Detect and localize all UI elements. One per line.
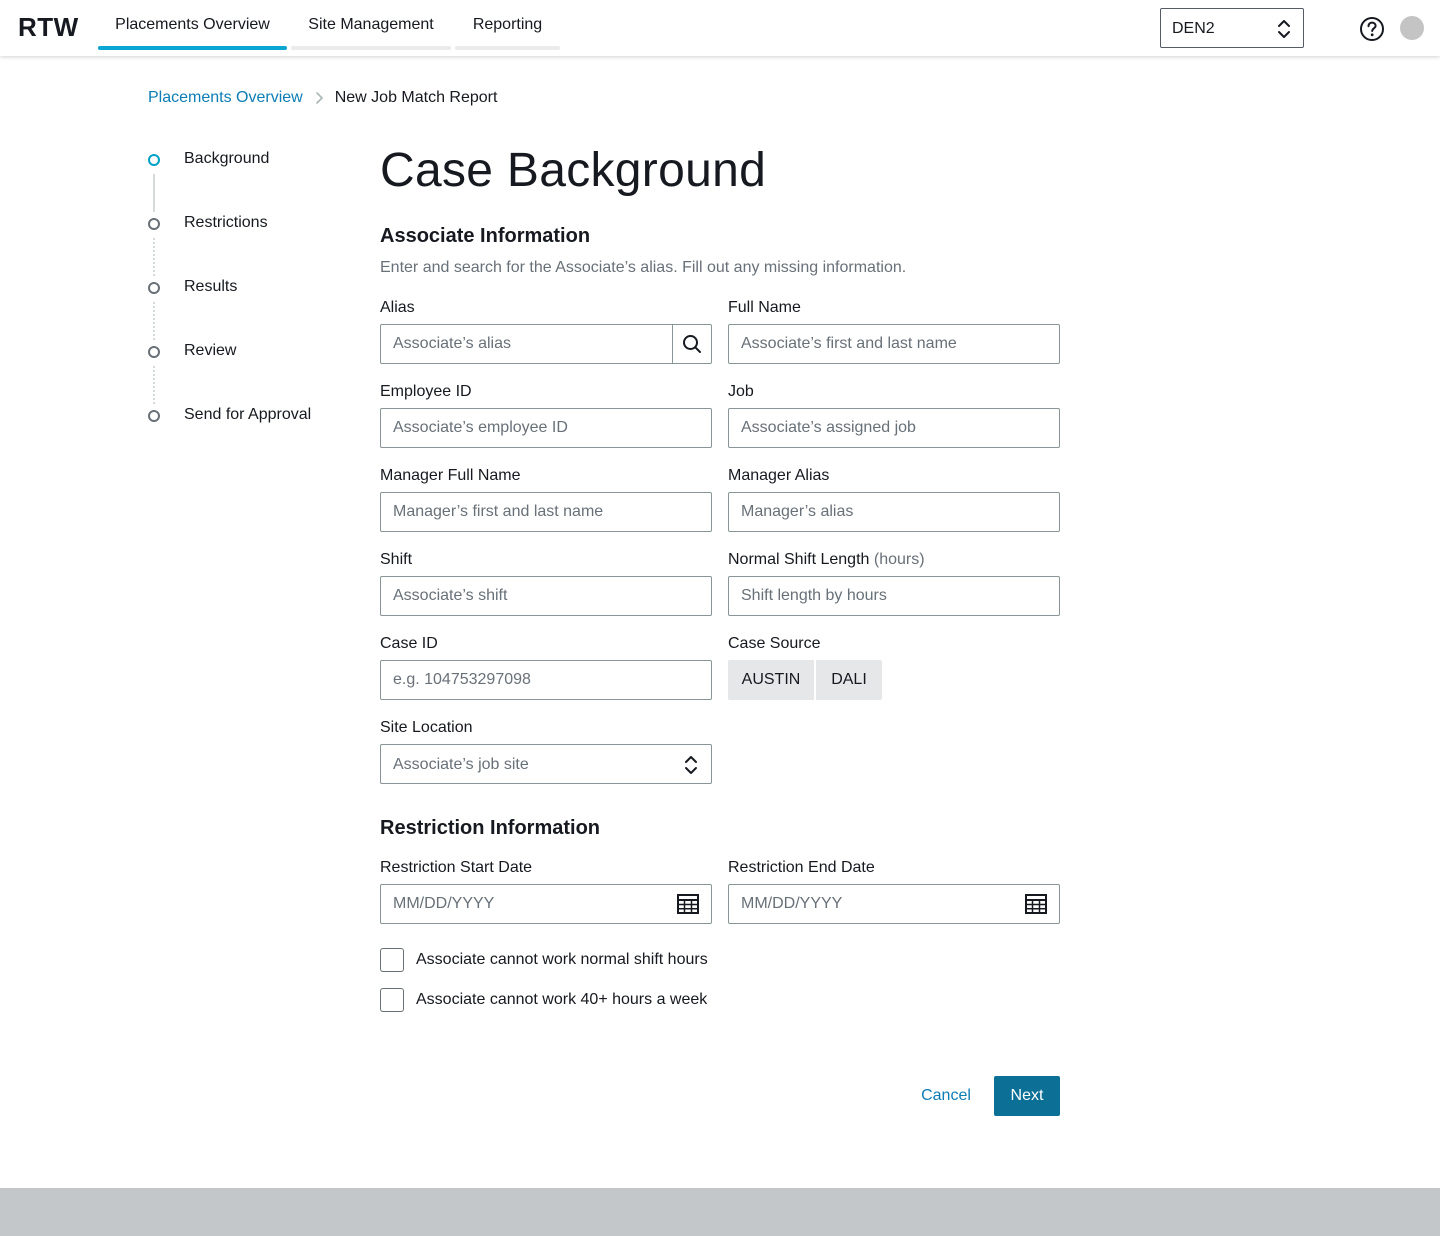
tab-active-indicator — [98, 46, 287, 50]
step-indicator — [148, 346, 160, 358]
site-location-placeholder: Associate’s job site — [393, 756, 529, 773]
step-indicator — [148, 154, 160, 166]
restriction-section-title: Restriction Information — [380, 817, 601, 839]
manager-full-name-input[interactable] — [380, 492, 712, 532]
restriction-end-date-input[interactable] — [728, 884, 1060, 924]
chevron-up-down-icon — [684, 754, 698, 776]
job-input[interactable] — [728, 408, 1060, 448]
employee-id-input[interactable] — [380, 408, 712, 448]
case-source-dali-button[interactable]: DALI — [816, 660, 882, 700]
site-location-label: Site Location — [380, 719, 473, 736]
forty-hours-checkbox[interactable] — [380, 988, 404, 1012]
stepper-connector — [153, 238, 155, 276]
case-id-input[interactable] — [380, 660, 712, 700]
breadcrumb — [148, 89, 497, 107]
tab-placements-overview[interactable] — [98, 0, 287, 50]
stepper-connector — [153, 302, 155, 340]
site-location-select[interactable] — [380, 744, 712, 784]
tab-label: Site Management — [308, 16, 434, 33]
restriction-start-date-input[interactable] — [380, 884, 712, 924]
full-name-input[interactable] — [728, 324, 1060, 364]
alias-search-button[interactable] — [672, 324, 712, 364]
step-label: Results — [184, 278, 238, 295]
restriction-end-date-label: Restriction End Date — [728, 859, 875, 876]
alias-input[interactable] — [380, 324, 673, 364]
tab-indicator — [455, 46, 560, 50]
step-indicator — [148, 282, 160, 294]
calendar-icon[interactable] — [1025, 894, 1047, 914]
shift-label: Shift — [380, 551, 413, 568]
shift-length-hint: (hours) — [873, 551, 925, 568]
checkbox-row-40-hours — [380, 988, 707, 1012]
manager-alias-input[interactable] — [728, 492, 1060, 532]
step-indicator — [148, 410, 160, 422]
top-navigation-bar — [0, 0, 1440, 56]
associate-section-description: Enter and search for the Associate’s alias. Fill out any missing information. — [380, 259, 907, 276]
full-name-label: Full Name — [728, 299, 801, 316]
step-label: Restrictions — [184, 214, 268, 231]
site-selector[interactable] — [1160, 8, 1304, 48]
stepper-connector — [153, 366, 155, 404]
app-logo[interactable]: RTW — [18, 12, 79, 42]
help-circle-icon[interactable] — [1359, 16, 1385, 42]
page-footer — [0, 1188, 1440, 1236]
breadcrumb-link-placements-overview[interactable]: Placements Overview — [148, 89, 303, 106]
associate-section-title: Associate Information — [380, 225, 591, 247]
shift-length-label — [728, 551, 925, 569]
step-indicator — [148, 218, 160, 230]
stepper-connector — [153, 174, 155, 212]
avatar[interactable] — [1400, 16, 1424, 40]
page-title: Case Background — [380, 144, 767, 197]
restriction-start-date-label: Restriction Start Date — [380, 859, 533, 876]
tab-site-management[interactable] — [291, 0, 451, 50]
forty-hours-checkbox-label[interactable]: Associate cannot work 40+ hours a week — [416, 991, 708, 1008]
case-source-label: Case Source — [728, 635, 821, 652]
case-source-austin-button[interactable]: AUSTIN — [728, 660, 816, 700]
step-label: Background — [184, 150, 270, 167]
tab-reporting[interactable] — [455, 0, 560, 50]
chevron-up-down-icon — [1277, 18, 1291, 40]
tab-label: Placements Overview — [115, 16, 270, 33]
chevron-right-icon — [313, 91, 325, 105]
shift-length-label-text: Normal Shift Length — [728, 551, 870, 568]
shift-input[interactable] — [380, 576, 712, 616]
step-label: Review — [184, 342, 237, 359]
tab-indicator — [291, 46, 451, 50]
step-label: Send for Approval — [184, 406, 312, 423]
job-label: Job — [728, 383, 754, 400]
checkbox-row-normal-shift — [380, 948, 708, 972]
case-source-segmented-control — [728, 660, 882, 700]
normal-shift-checkbox-label[interactable]: Associate cannot work normal shift hours — [416, 951, 708, 968]
alias-label: Alias — [380, 299, 415, 316]
employee-id-label: Employee ID — [380, 383, 472, 400]
case-id-label: Case ID — [380, 635, 438, 652]
search-icon — [682, 334, 702, 354]
manager-alias-label: Manager Alias — [728, 467, 830, 484]
calendar-icon[interactable] — [677, 894, 699, 914]
site-selector-value: DEN2 — [1172, 20, 1215, 37]
next-button[interactable]: Next — [994, 1076, 1060, 1116]
normal-shift-checkbox[interactable] — [380, 948, 404, 972]
breadcrumb-current: New Job Match Report — [334, 89, 498, 106]
tab-label: Reporting — [472, 16, 543, 33]
cancel-button[interactable]: Cancel — [914, 1076, 978, 1116]
manager-full-name-label: Manager Full Name — [380, 467, 521, 484]
shift-length-input[interactable] — [728, 576, 1060, 616]
